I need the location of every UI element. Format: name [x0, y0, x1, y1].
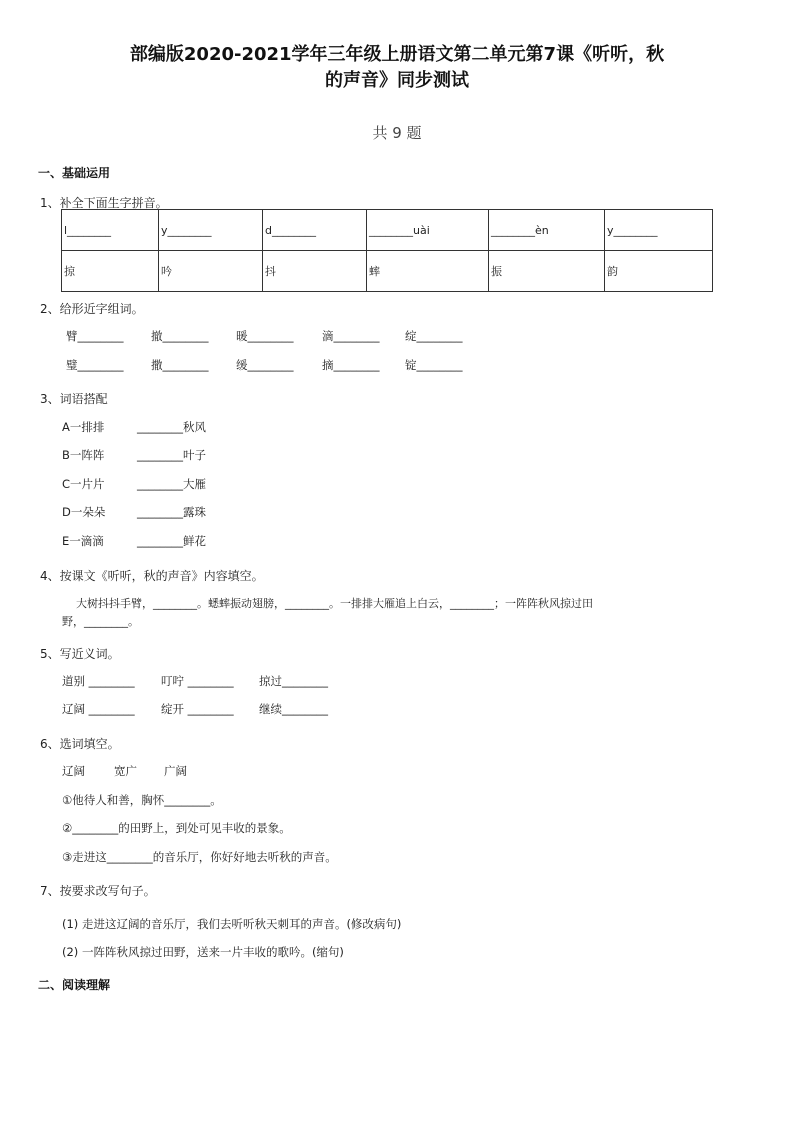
pinyin-cell[interactable]: d________ — [263, 210, 367, 251]
section-heading-reading: 二、阅读理解 — [38, 978, 111, 992]
q5-title: 5、写近义词。 — [40, 647, 120, 661]
pinyin-cell[interactable]: y________ — [605, 210, 713, 251]
q5-blank[interactable]: 叮咛 ________ — [161, 674, 234, 688]
q4-title: 4、按课文《听听，秋的声音》内容填空。 — [40, 569, 264, 583]
q3-item-right[interactable]: ________秋风 — [137, 420, 206, 434]
character-row — [62, 251, 713, 292]
pinyin-cell[interactable]: y________ — [159, 210, 263, 251]
q3-item-right[interactable]: ________鲜花 — [137, 534, 206, 548]
q7-item[interactable]: (1) 走进这辽阔的音乐厅，我们去听听秋天刺耳的声音。(修改病句) — [62, 917, 402, 931]
q2-blank[interactable]: 臂________ — [66, 329, 124, 343]
q7-title: 7、按要求改写句子。 — [40, 884, 156, 898]
q3-item-right[interactable]: ________大雁 — [137, 477, 206, 491]
question-count: 共 9 题 — [372, 124, 422, 142]
pinyin-cell[interactable]: ________èn — [489, 210, 605, 251]
character-cell: 抖 — [263, 251, 367, 292]
q6-item[interactable]: ①他待人和善，胸怀________。 — [62, 793, 222, 807]
q2-blank[interactable]: 撤________ — [151, 329, 209, 343]
q5-blank[interactable]: 继续________ — [259, 702, 328, 716]
pinyin-cell[interactable]: l________ — [62, 210, 159, 251]
q3-item-right[interactable]: ________叶子 — [137, 448, 206, 462]
q2-title: 2、给形近字组词。 — [40, 302, 144, 316]
character-cell: 掠 — [62, 251, 159, 292]
q1-title: 1、补全下面生字拼音。 — [40, 196, 168, 210]
q3-item-left: D一朵朵 — [62, 505, 106, 519]
q3-item-left: B一阵阵 — [62, 448, 105, 462]
q6-title: 6、选词填空。 — [40, 737, 120, 751]
q2-blank[interactable]: 绽________ — [405, 329, 463, 343]
q2-blank[interactable]: 锭________ — [405, 358, 463, 372]
q2-blank[interactable]: 缓________ — [236, 358, 294, 372]
q5-blank[interactable]: 道别 ________ — [62, 674, 135, 688]
q2-blank[interactable]: 滴________ — [322, 329, 380, 343]
character-cell: 韵 — [605, 251, 713, 292]
q2-blank[interactable]: 暖________ — [236, 329, 294, 343]
q6-item[interactable]: ②________的田野上，到处可见丰收的景象。 — [62, 821, 291, 835]
q3-item-left: E一滴滴 — [62, 534, 104, 548]
q2-blank[interactable]: 璧________ — [66, 358, 124, 372]
q3-item-left: A一排排 — [62, 420, 105, 434]
q2-blank[interactable]: 撒________ — [151, 358, 209, 372]
character-cell: 蟀 — [367, 251, 489, 292]
q5-blank[interactable]: 辽阔 ________ — [62, 702, 135, 716]
q4-passage-line2[interactable]: 野，________。 — [62, 615, 139, 628]
page-title-line2: 的声音》同步测试 — [325, 70, 469, 91]
pinyin-row — [62, 210, 713, 251]
character-cell: 振 — [489, 251, 605, 292]
q6-item[interactable]: ③走进这________的音乐厅，你好好地去听秋的声音。 — [62, 850, 337, 864]
page-title-line1: 部编版2020-2021学年三年级上册语文第二单元第7课《听听，秋 — [129, 44, 665, 65]
section-heading-basics: 一、基础运用 — [38, 166, 111, 180]
q6-word: 宽广 — [114, 764, 137, 778]
q2-blank[interactable]: 摘________ — [322, 358, 380, 372]
pinyin-cell[interactable]: ________uài — [367, 210, 489, 251]
q5-blank[interactable]: 掠过________ — [259, 674, 328, 688]
q3-item-right[interactable]: ________露珠 — [137, 505, 206, 519]
q6-word: 辽阔 — [62, 764, 85, 778]
q5-blank[interactable]: 绽开 ________ — [161, 702, 234, 716]
character-cell: 吟 — [159, 251, 263, 292]
q3-title: 3、词语搭配 — [40, 392, 108, 406]
q7-item[interactable]: (2) 一阵阵秋风掠过田野，送来一片丰收的歌吟。(缩句) — [62, 945, 344, 959]
q6-word: 广阔 — [164, 764, 187, 778]
pinyin-table — [61, 209, 713, 292]
q4-passage-line1[interactable]: 大树抖抖手臂，________。蟋蟀振动翅膀，________。一排排大雁追上白云，________；一阵阵秋风掠过田 — [76, 597, 593, 610]
q3-item-left: C一片片 — [62, 477, 105, 491]
